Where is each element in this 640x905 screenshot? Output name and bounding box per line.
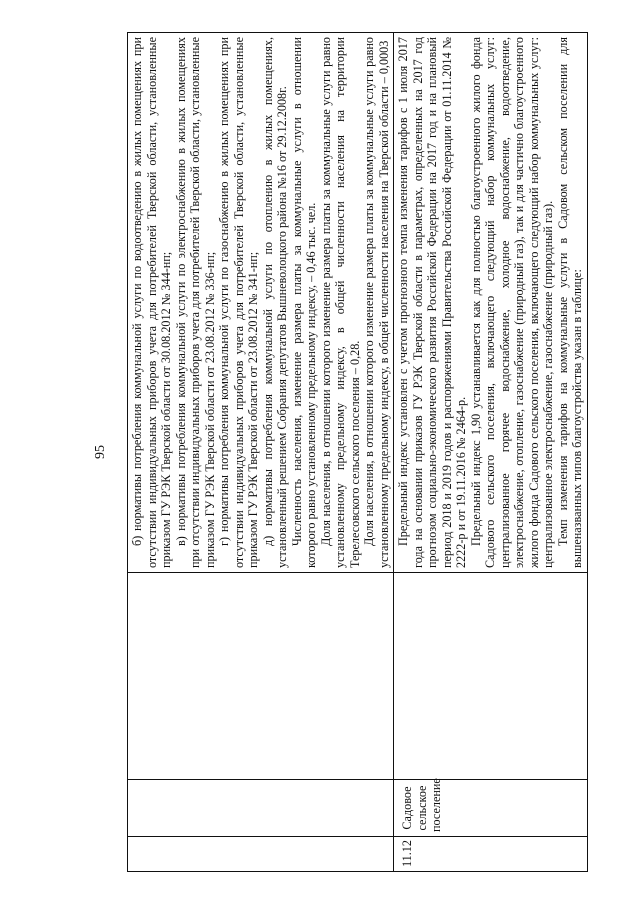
empty-cell (394, 573, 588, 780)
table-row (128, 33, 394, 872)
paragraph: д) нормативы потребления коммунальной услуги по отоплению в жилых помещениях, установленный решением Собрания депутатов Вышневолоцкого района №16 от 29.12.2008г. (260, 37, 289, 568)
settlement-cell: Садовое сельское поселение (394, 780, 588, 837)
settlement-cell (128, 780, 394, 837)
description-cell (128, 33, 394, 573)
description-cell (394, 33, 588, 573)
empty-cell (128, 573, 394, 780)
paragraph: Доля населения, в отношении которого изменение размера платы за коммунальные услуги равно установленному предельному индексу, в общей численности населения на Тверской области – 0,0003 (362, 37, 391, 568)
document-table (127, 32, 588, 872)
paragraph: г) нормативы потребления коммунальной услуги по газоснабжению в жилых помещениях при отсутствии индивидуальных приборов учета для потребителей Тверской области, установленные приказом ГУ РЭК Тверской области от 23.08.2012 № 341-нп; (217, 37, 260, 568)
paragraph: б) нормативы потребления коммунальной услуги по водоотведению в жилых помещениях при отсутствии индивидуальных приборов учета для потребителей Тверской области, установленные приказом ГУ РЭК Тверской области от 30.08.2012 № 344-нп; (130, 37, 173, 568)
table-row (394, 33, 588, 872)
paragraph: Численность населения, изменение размера платы за коммунальные услуги в отношении которого равно установленному предельному индексу, – 0,46 тыс. чел. (289, 37, 318, 568)
paragraph: Предельный индекс 1,90 устанавливается как для полностью благоустроенного жилого фонда Садового сельского поселения, включающего следующий набор коммунальных услуг: централизованное горячее водоснабжение, холодное водоснабжение, водоотведение, электроснабжение, отопление, газоснабжение (природный газ), так и для частично благоустроенного жилого фонда Садового сельского поселения, включающего следующий набор коммунальных услуг: централизованное электроснабжение, газоснабжение (природный газ). (468, 37, 555, 568)
row-number-cell (128, 837, 394, 872)
paragraph: Предельный индекс установлен с учетом прогнозного темпа изменения тарифов с 1 июля 2017 года на основании приказов ГУ РЭК Тверской области в параметрах, определенных на 2017 год прогнозом социально-экономического развития Российской Федерации на 2017 год и на плановый период 2018 и 2019 годов и распоряжениями Правительства Российской Федерации от 01.11.2014 № 2222-р и от 19.11.2016 № 2464-р. (396, 37, 468, 568)
paragraph: Темп изменения тарифов на коммунальные услуги в Садовом сельском поселении для вышеназванных типов благоустройства указан в таблице: (555, 37, 584, 568)
paragraph: Доля населения, в отношении которого изменение размера платы за коммунальные услуги равно установленному предельному индексу, в общей численности населения на территории Терелесовского сельского поселения – 0,28. (318, 37, 362, 568)
page-number: 95 (93, 445, 108, 459)
row-number-cell: 11.12 (394, 837, 588, 872)
rotated-page (81, 32, 584, 872)
paragraph: в) нормативы потребления коммунальной услуги по электроснабжению в жилых помещениях при отсутствии индивидуальных приборов учета для потребителей Тверской области, установленные приказом ГУ РЭК Тверской области от 23.08.2012 № 336-нп; (173, 37, 217, 568)
